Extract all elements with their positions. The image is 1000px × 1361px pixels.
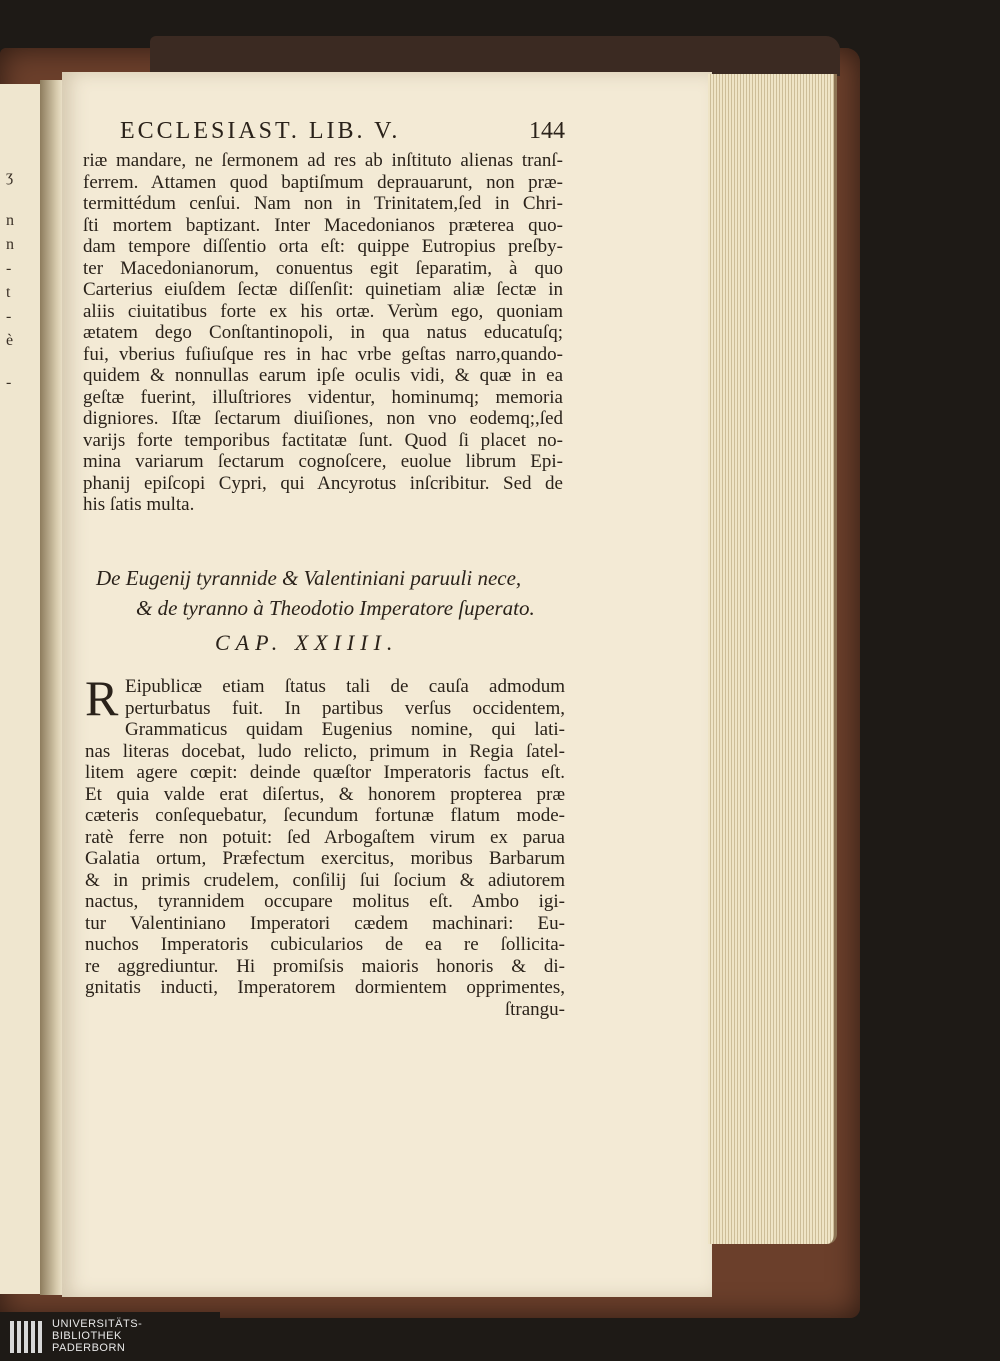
- text-line: termittédum cenſui. Nam non in Trinitatem,ſed in Chri-: [83, 193, 563, 214]
- text-line: ferrem. Attamen quod baptiſmum deprauarunt, non præ-: [83, 171, 563, 193]
- library-logo-icon: [8, 1319, 44, 1355]
- page-number: 144: [529, 118, 565, 144]
- text-line: ter Macedonianorum, conuentus egit ſeparatim, à quo: [83, 257, 563, 279]
- library-logo-text: UNIVERSITÄTS- BIBLIOTHEK PADERBORN: [52, 1318, 143, 1354]
- chapter-title: [96, 563, 566, 623]
- text-line: re aggrediuntur. Hi promiſsis maioris honoris & di-: [85, 955, 565, 977]
- text-line: Carterius eiuſdem ſectæ diſſenſit: quinetiam aliæ ſectæ in: [83, 279, 563, 300]
- text-line: phanij epiſcopi Cypri, qui Ancyrotus inſcribitur. Sed de: [83, 472, 563, 494]
- text-line: nuchos Imperatoris cubicularios de ea re ſollicita-: [85, 934, 565, 955]
- left-fragment: n: [6, 212, 14, 229]
- text-line: & in primis crudelem, conſilij ſui ſocium & adiutorem: [85, 869, 565, 891]
- text-line: quidem & nonnullas earum ipſe oculis vidi, & quæ in ea: [83, 365, 563, 386]
- chapter-body: [85, 670, 565, 1020]
- left-fragment: n: [6, 236, 14, 253]
- text-line: cæteris conſequebatur, ſecundum fortunæ flatum mode-: [85, 805, 565, 826]
- text-line: gnitatis inducti, Imperatorem dormientem opprimentes,: [85, 977, 565, 998]
- chapter-title-line: & de tyranno à Theodotio Imperatore ſuperato.: [136, 596, 535, 620]
- text-line: tur Valentiniano Imperatori cædem machinari: Eu-: [85, 912, 565, 934]
- text-line: litem agere cœpit: deinde quæſtor Imperatoris factus eſt.: [85, 762, 565, 783]
- text-line: Et quia valde erat diſertus, & honorem propterea præ: [85, 783, 565, 805]
- drop-capital: R: [85, 670, 119, 726]
- text-line: his ſatis multa.: [83, 494, 195, 515]
- left-fragment: ʒ: [6, 168, 14, 185]
- left-fragment: -: [6, 260, 12, 277]
- left-fragment: è: [6, 332, 14, 349]
- catchword: ſtrangu-: [504, 998, 565, 1020]
- text-line: nas literas docebat, ludo relicto, primum in Regia ſatel-: [85, 740, 565, 762]
- text-line: digniores. Iſtæ ſectarum diuiſiones, non vno eodemq;,ſed: [83, 408, 563, 429]
- left-fragment: t: [6, 284, 11, 301]
- text-line: Galatia ortum, Præfectum exercitus, moribus Barbarum: [85, 848, 565, 869]
- text-line: geſtæ fuerint, illuſtriores videntur, hominumq; memoria: [83, 386, 563, 408]
- book-top-edge: [150, 36, 840, 76]
- text-line: Eipublicæ etiam ſtatus tali de cauſa admodum: [125, 676, 565, 697]
- text-line: perturbatus fuit. In partibus verſus occidentem,: [125, 697, 565, 719]
- text-line: ſti mortem baptizant. Inter Macedonianos præterea quo-: [83, 214, 563, 236]
- text-line: nactus, tyrannidem occupare molitus eſt. Ambo igi-: [85, 891, 565, 912]
- left-page-edge: [0, 84, 42, 1294]
- left-fragment: -: [6, 308, 12, 325]
- text-line: ratè ferre non potuit: ſed Arbogaſtem virum ex parua: [85, 826, 565, 848]
- page-fore-edge: [708, 74, 837, 1244]
- text-line: dam tempore diſſentio orta eſt: quippe Eutropius preſby-: [83, 236, 563, 257]
- chapter-number: CAP. XXIIII.: [215, 630, 399, 655]
- page-gutter: [40, 80, 64, 1295]
- text-line: Grammaticus quidam Eugenius nomine, qui lati-: [125, 719, 565, 740]
- left-fragment: -: [6, 374, 12, 391]
- chapter-title-line: De Eugenij tyrannide & Valentiniani paruuli nece,: [96, 566, 522, 590]
- running-header: [120, 118, 565, 150]
- text-line: fui, vberius fuſiuſque res in hac vrbe geſtas narro,quando-: [83, 343, 563, 365]
- text-line: riæ mandare, ne ſermonem ad res ab inſtituto alienas tranſ-: [83, 150, 563, 171]
- text-line: varijs forte temporibus factitatæ ſunt. Quod ſi placet no-: [83, 429, 563, 451]
- text-line: mina variarum ſectarum cognoſcere, euolue librum Epi-: [83, 451, 563, 472]
- library-logo: [0, 1312, 220, 1361]
- body-text: [83, 150, 563, 516]
- text-line: aliis ciuitatibus forte ex his ortæ. Verùm ego, quoniam: [83, 300, 563, 322]
- running-title: ECCLESIAST. LIB. V.: [120, 118, 401, 144]
- text-line: ætatem dego Conſtantinopoli, in qua natus educatuſq;: [83, 322, 563, 343]
